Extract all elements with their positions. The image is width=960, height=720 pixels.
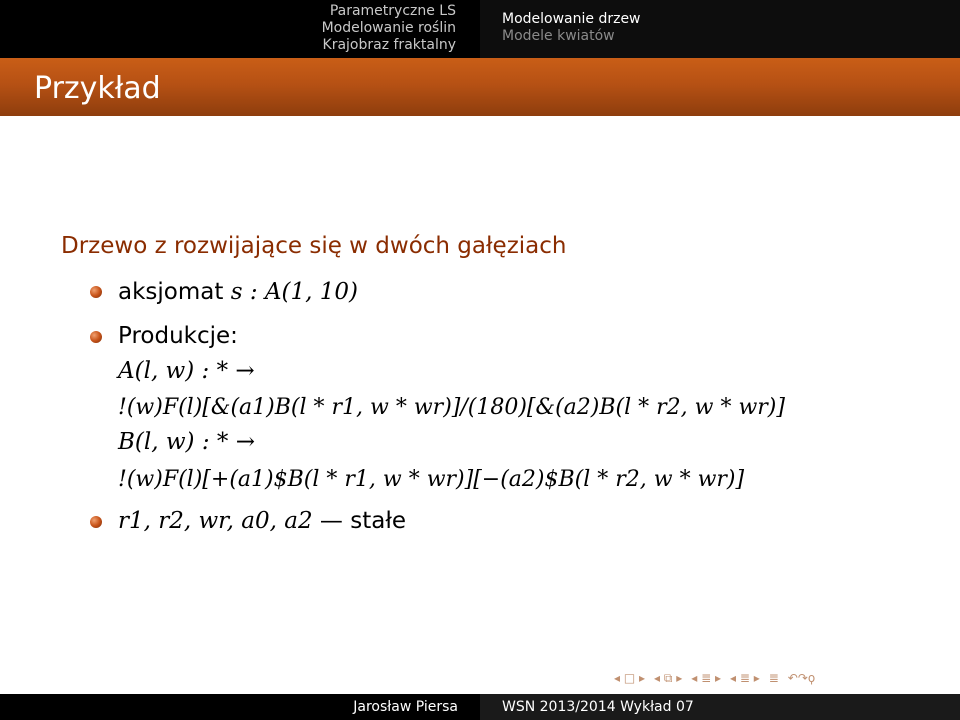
productions-label: Produkcje:: [118, 323, 238, 349]
nav-link-krajobraz-fraktalny[interactable]: Krajobraz fraktalny: [322, 37, 456, 53]
subsection-nav: [502, 11, 641, 45]
bullet-icon: [90, 331, 102, 343]
footer-course: WSN 2013/2014 Wykład 07: [480, 694, 960, 720]
constants-text: — stałe: [319, 508, 406, 534]
axiom-label: aksjomat: [118, 279, 224, 305]
frame-title-bar: [0, 58, 960, 116]
headline-right: [480, 0, 960, 58]
nav-prev-frame-icon[interactable]: ◂ □ ▸: [614, 671, 646, 685]
headline: [0, 0, 960, 58]
nav-link-modelowanie-drzew[interactable]: Modelowanie drzew: [502, 11, 641, 27]
nav-prev-section-icon[interactable]: ◂ ≣ ▸: [691, 671, 721, 685]
production-b-body: !(w)F(l)[+(a1)$B(l * r1, w * wr)][−(a2)$B(l * r2, w * wr)]: [118, 467, 745, 492]
section-nav: [322, 3, 456, 54]
nav-link-modelowanie-roslin[interactable]: Modelowanie roślin: [321, 20, 456, 36]
nav-link-parametryczne-ls[interactable]: Parametryczne LS: [329, 3, 456, 19]
beamer-nav-symbols: [614, 670, 954, 686]
nav-prev-subsection-icon[interactable]: ◂ ⧉ ▸: [654, 671, 683, 685]
axiom-line: [118, 278, 358, 306]
headline-left: [0, 0, 480, 58]
nav-link-modele-kwiatow[interactable]: Modele kwiatów: [502, 28, 615, 44]
nav-section-icon[interactable]: ◂ ≣ ▸: [730, 671, 760, 685]
footer-author: Jarosław Piersa: [0, 694, 480, 720]
bullet-icon: [90, 516, 102, 528]
production-b-head: B(l, w) : * →: [118, 429, 255, 455]
nav-document-icon[interactable]: ≣: [768, 671, 779, 685]
constants-line: [118, 507, 406, 535]
block-title: Drzewo z rozwijające się w dwóch gałęziach: [61, 233, 567, 259]
axiom-math: s : A(1, 10): [230, 279, 358, 305]
production-a-body: !(w)F(l)[&(a1)B(l * r1, w * wr)]/(180)[&(a2)B(l * r2, w * wr)]: [118, 395, 785, 420]
footline: [0, 694, 960, 720]
frame-title: Przykład: [34, 71, 161, 106]
production-a-head: A(l, w) : * →: [118, 358, 255, 384]
nav-search-icon[interactable]: ↶↷ϙ: [787, 671, 816, 685]
constants-math: r1, r2, wr, a0, a2: [118, 508, 313, 534]
bullet-icon: [90, 286, 102, 298]
